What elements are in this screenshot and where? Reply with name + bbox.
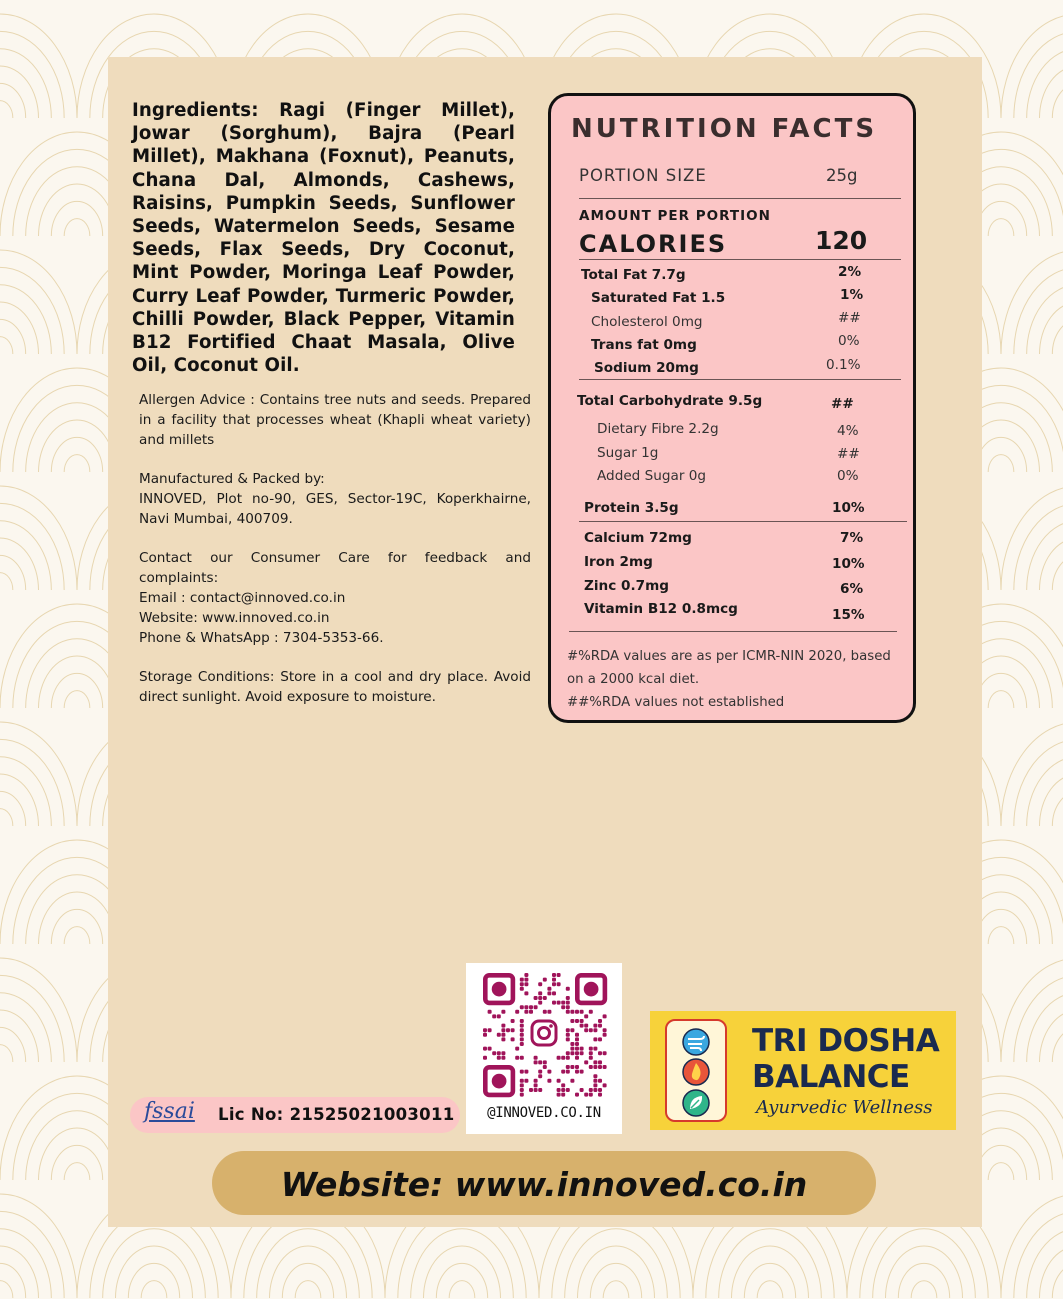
contact-block	[139, 548, 531, 648]
divider	[579, 521, 907, 522]
iron-value: 10%	[832, 556, 865, 572]
added-sugar-value: 0%	[837, 468, 859, 484]
trans-fat-value: 0%	[838, 333, 860, 349]
calcium-value: 7%	[840, 530, 864, 546]
allergen-advice	[139, 390, 531, 450]
nutrition-facts-panel	[548, 93, 916, 723]
zinc-value: 6%	[840, 581, 864, 597]
fssai-license-number: Lic No: 21525021003011	[218, 1105, 455, 1124]
b12-label: Vitamin B12 0.8mcg	[584, 601, 738, 617]
fssai-license-badge	[130, 1097, 460, 1133]
contact-website[interactable]: Website: www.innoved.co.in	[139, 610, 330, 626]
tri-dosha-badge	[650, 1011, 956, 1130]
footnote-rda-3: ##%RDA values not established	[567, 695, 785, 710]
total-carb-value: ##	[831, 396, 854, 412]
sodium-value: 0.1%	[826, 357, 861, 373]
contact-phone[interactable]: Phone & WhatsApp : 7304-5353-66.	[139, 630, 384, 646]
divider	[569, 631, 897, 632]
fire-icon	[681, 1057, 711, 1087]
wind-icon	[681, 1027, 711, 1057]
zinc-label: Zinc 0.7mg	[584, 578, 669, 594]
portion-value: 25g	[826, 166, 858, 185]
protein-label: Protein 3.5g	[584, 500, 679, 516]
storage-text: Storage Conditions: Store in a cool and dry place. Avoid direct sunlight. Avoid exposure to moisture.	[139, 669, 531, 705]
calcium-label: Calcium 72mg	[584, 530, 692, 546]
contact-intro: Contact our Consumer Care for feedback and complaints:	[139, 550, 531, 586]
contact-email[interactable]: Email : contact@innoved.co.in	[139, 590, 346, 606]
manufactured-address: INNOVED, Plot no-90, GES, Sector-19C, Koperkhairne, Navi Mumbai, 400709.	[139, 491, 531, 527]
instagram-qr-card[interactable]	[466, 963, 622, 1134]
added-sugar-label: Added Sugar 0g	[597, 468, 707, 484]
saturated-fat-label: Saturated Fat 1.5	[591, 290, 726, 306]
manufactured-label: Manufactured & Packed by:	[139, 471, 325, 487]
footnote-rda-2: on a 2000 kcal diet.	[567, 672, 700, 687]
qr-finder-marker	[577, 975, 605, 1003]
protein-value: 10%	[832, 500, 865, 516]
calories-value: 120	[815, 226, 868, 255]
total-fat-label: Total Fat 7.7g	[581, 267, 686, 283]
saturated-fat-value: 1%	[840, 287, 864, 303]
ingredients-text: Ingredients: Ragi (Finger Millet), Jowar (Sorghum), Bajra (Pearl Millet), Makhana (Foxnut), Peanuts, Chana Dal, Almonds, Cashews, Raisins, Pumpkin Seeds, Sunflower Seeds, Watermelon Seeds, Sesame Seeds, Flax Seeds, Dry Coconut, Mint Powder, Moringa Leaf Powder, Curry Leaf Powder, Turmeric Powder, Chilli Powder, Black Pepper, Vitamin B12 Fortified Chaat Masala, Olive Oil, Coconut Oil.	[132, 100, 515, 377]
allergen-text: Allergen Advice : Contains tree nuts and seeds. Prepared in a facility that processes wheat (Khapli wheat variety) and millets	[139, 392, 531, 448]
sodium-label: Sodium 20mg	[594, 360, 699, 376]
manufacturer-block	[139, 469, 531, 529]
qr-finder-marker	[485, 1067, 513, 1095]
divider	[579, 198, 901, 199]
website-banner-text[interactable]: Website: www.innoved.co.in	[280, 1165, 808, 1204]
b12-value: 15%	[832, 607, 865, 623]
storage-conditions	[139, 667, 531, 707]
dosha-icons-frame	[665, 1019, 727, 1122]
calories-label: CALORIES	[579, 230, 728, 258]
fibre-label: Dietary Fibre 2.2g	[597, 421, 719, 437]
footnote-rda-1: #%RDA values are as per ICMR-NIN 2020, based	[567, 649, 891, 664]
dosha-title	[752, 1023, 939, 1095]
iron-label: Iron 2mg	[584, 554, 653, 570]
dosha-subtitle: Ayurvedic Wellness	[756, 1097, 933, 1118]
divider	[579, 379, 901, 380]
dosha-title-line-1: TRI DOSHA	[752, 1023, 940, 1059]
cholesterol-label: Cholesterol 0mg	[591, 314, 703, 330]
cholesterol-value: ##	[838, 310, 861, 326]
dosha-title-line-2: BALANCE	[752, 1059, 910, 1095]
qr-finder-marker	[485, 975, 513, 1003]
sugar-value: ##	[837, 446, 860, 462]
amount-label: AMOUNT PER PORTION	[579, 208, 771, 224]
portion-label: PORTION SIZE	[579, 166, 707, 185]
total-fat-value: 2%	[838, 264, 862, 280]
fssai-logo: fssai	[144, 1099, 195, 1124]
divider	[579, 259, 901, 260]
website-banner[interactable]	[212, 1151, 876, 1215]
instagram-icon	[526, 1015, 562, 1051]
total-carb-label: Total Carbohydrate 9.5g	[577, 393, 763, 409]
sugar-label: Sugar 1g	[597, 445, 659, 461]
instagram-handle[interactable]: @INNOVED.CO.IN	[487, 1105, 601, 1121]
leaf-icon	[681, 1088, 711, 1118]
fibre-value: 4%	[837, 423, 859, 439]
trans-fat-label: Trans fat 0mg	[591, 337, 697, 353]
nutrition-title: NUTRITION FACTS	[571, 114, 878, 144]
